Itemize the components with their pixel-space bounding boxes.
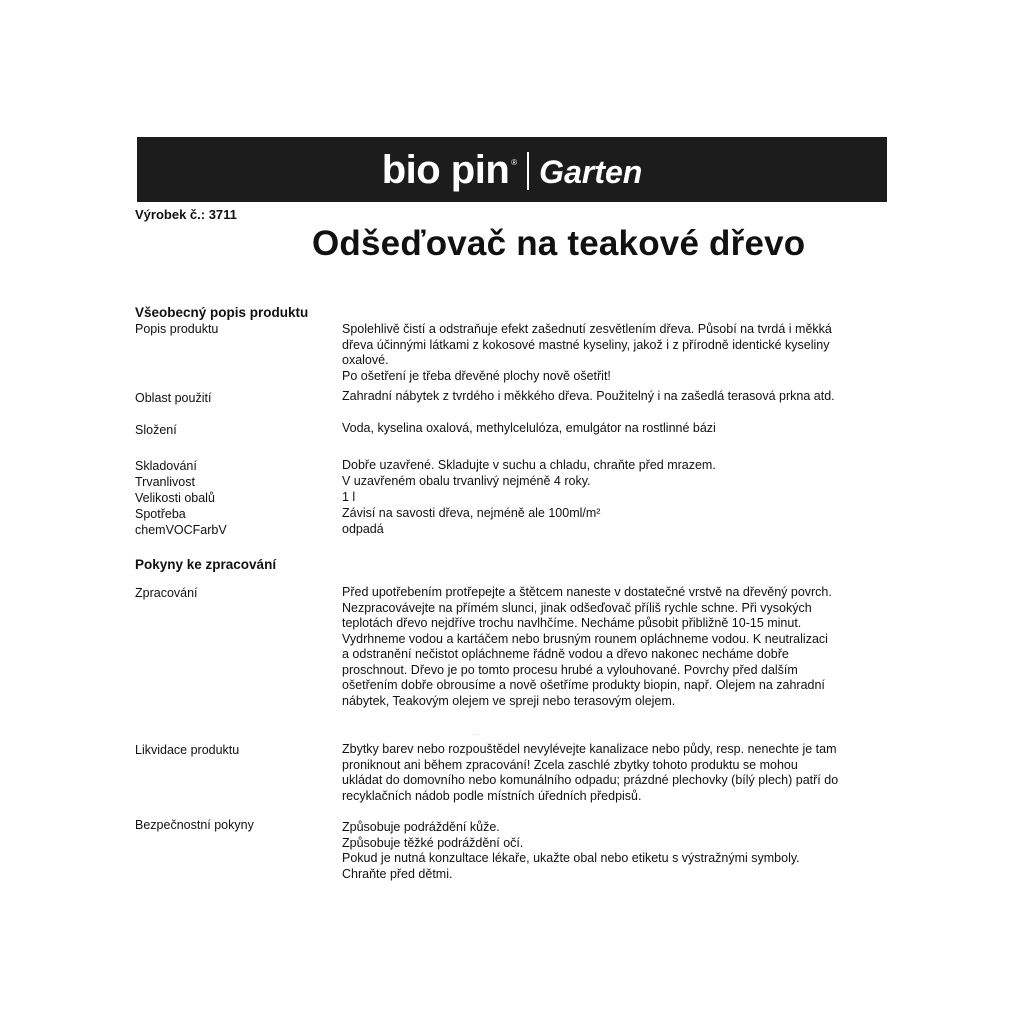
row-label-voc: chemVOCFarbV [135,523,227,537]
text-line: 1 l [342,490,356,504]
text-line: Vydrhneme vodou a kartáčem nebo brusným rounem opláchneme vodou. K neutralizaci [342,631,828,646]
registered-mark: ® [511,158,518,167]
text-line: ošetřením dobře obrousíme a nově ošetříme produkty biopin, např. Olejem na zahradní [342,678,825,692]
text-line: ukládat do domovního nebo komunálního odpadu; prázdné plechovky (bílý plech) patří do [342,773,839,787]
row-label-usage-area: Oblast použití [135,391,212,405]
row-value-safety [342,820,902,882]
row-value-storage [342,458,902,474]
text-line: Způsobuje podráždění kůže. [342,820,500,834]
brand-banner [137,137,887,202]
text-line: proniknout ani během zpracování! Zcela zaschlé zbytky tohoto produktu se mohou [342,757,798,772]
text-line: Způsobuje těžké podráždění očí. [342,835,524,850]
product-number: Výrobek č.: 3711 [135,207,237,222]
text-line: nábytek, Teakovým olejem ve spreji nebo terasovým olejem. [342,693,676,708]
row-label-disposal: Likvidace produktu [135,743,240,757]
text-line: a odstranění nečistot opláchneme řádně vodou a dřevo nakonec necháme dobře [342,647,789,661]
row-label-storage: Skladování [135,459,197,473]
row-label-package-sizes: Velikosti obalů [135,491,215,505]
brand-divider [527,152,529,190]
text-line: dřeva účinnými látkami z kokosové mastné kyseliny, jakož i z přírodně identické kyseliny [342,337,830,352]
text-line: Závisí na savosti dřeva, nejméně ale 100ml/m² [342,506,601,520]
row-value-composition [342,421,902,437]
brand-logo [382,148,643,193]
text-line: proschnout. Dřevo je po tomto procesu hrubé a vylouhované. Povrchy před dalším [342,662,798,677]
row-value-usage-area [342,389,902,405]
text-line: Nezpracovávejte na přímém slunci, jinak odšeďovač příliš rychle schne. Při vysokých [342,600,812,615]
text-line: V uzavřeném obalu trvanlivý nejméně 4 roky. [342,474,591,488]
section-heading-general: Všeobecný popis produktu [135,305,309,320]
text-line: odpadá [342,522,384,536]
row-value-consumption [342,506,902,522]
row-value-disposal [342,742,902,804]
text-line: Zahradní nábytek z tvrdého i měkkého dřeva. Použitelný i na zašedlá terasová prkna atd. [342,389,835,403]
brand-name: bio pin [381,148,510,192]
row-value-shelf-life [342,474,902,490]
row-value-voc [342,522,902,538]
row-value-product-description [342,322,902,384]
text-line: Dobře uzavřené. Skladujte v suchu a chladu, chraňte před mrazem. [342,458,716,472]
text-line: oxalové. [342,353,389,367]
text-line: Voda, kyselina oxalová, methylcelulóza, emulgátor na rostlinné bázi [342,421,716,435]
text-line: Zbytky barev nebo rozpouštědel nevylévejte kanalizace nebo půdy, resp. nenechte je tam [342,742,837,756]
row-label-composition: Složení [135,423,177,437]
page-title: Odšeďovač na teakové dřevo [312,224,806,263]
text-line: Před upotřebením protřepejte a štětcem naneste v dostatečné vrstvě na dřevěný povrch. [342,585,832,599]
row-value-package-sizes [342,490,902,506]
row-label-product-description: Popis produktu [135,322,219,336]
row-label-processing: Zpracování [135,586,198,600]
row-label-safety: Bezpečnostní pokyny [135,818,254,832]
text-line: Spolehlivě čistí a odstraňuje efekt zašednutí zesvětlením dřeva. Působí na tvrdá i měkká [342,322,832,336]
brand-sub: Garten [539,154,643,190]
text-line: Chraňte před dětmi. [342,866,453,881]
row-label-consumption: Spotřeba [135,507,186,521]
text-line: Po ošetření je třeba dřevěné plochy nově ošetřit! [342,368,611,383]
row-value-processing [342,585,902,709]
row-label-shelf-life: Trvanlivost [135,475,195,489]
section-heading-processing: Pokyny ke zpracování [135,557,277,572]
scan-specks: · · [474,732,480,738]
text-line: Pokud je nutná konzultace lékaře, ukažte obal nebo etiketu s výstražnými symboly. [342,851,800,865]
text-line: recyklačních nádob podle místních úředních předpisů. [342,788,642,803]
text-line: teplotách dřevo nejdříve trochu navlhčíme. Necháme působit přibližně 10-15 minut. [342,616,802,630]
